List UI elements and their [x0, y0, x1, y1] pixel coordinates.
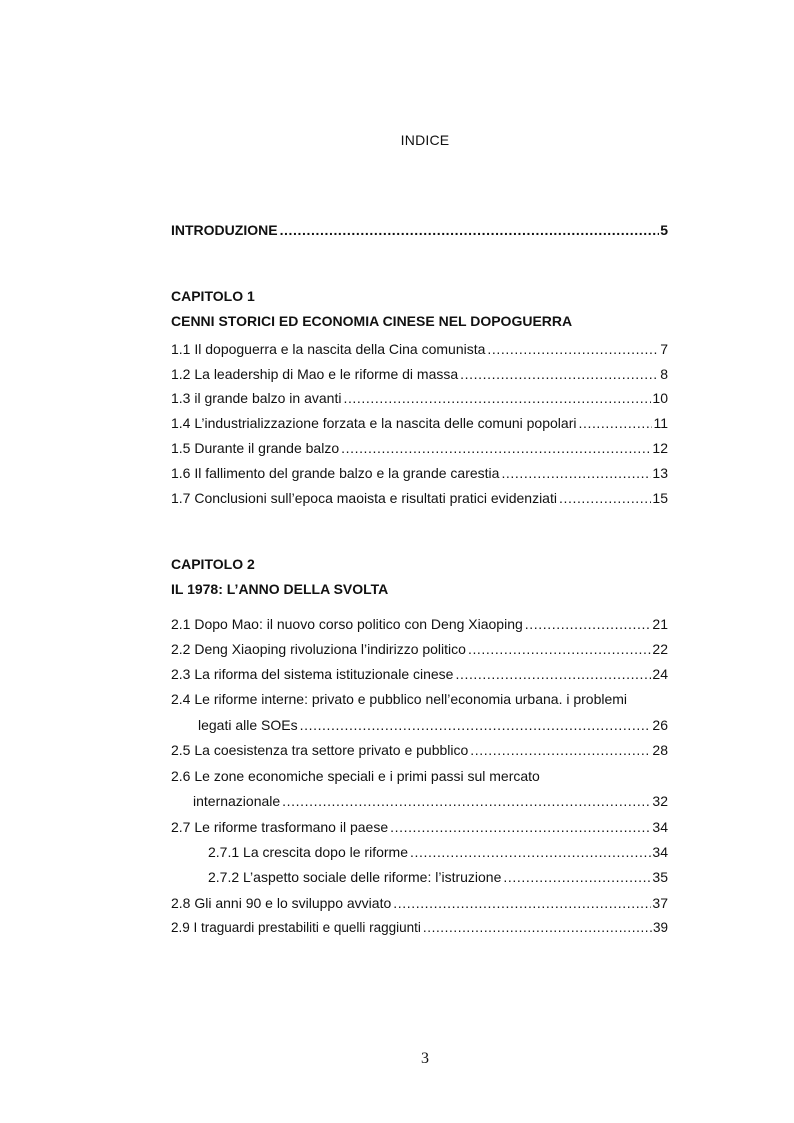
- toc-entry-label: INTRODUZIONE: [171, 222, 278, 238]
- toc-page-number: 22: [652, 641, 668, 657]
- toc-entry-2-9[interactable]: [171, 920, 668, 935]
- toc-page-number: 32: [652, 793, 668, 809]
- dot-leader: [470, 742, 651, 758]
- toc-entry-label: 1.3 il grande balzo in avanti: [171, 390, 342, 406]
- chapter-1-subtitle: CENNI STORICI ED ECONOMIA CINESE NEL DOPOGUERRA: [171, 313, 573, 329]
- toc-entry-continuation: internazionale: [193, 793, 281, 809]
- toc-entry-label: 2.2 Deng Xiaoping rivoluziona l’indirizzo politico: [171, 641, 466, 657]
- toc-page-number: 15: [652, 490, 668, 506]
- toc-entry-label: 2.3 La riforma del sistema istituzionale cinese: [171, 666, 454, 682]
- dot-leader: [559, 490, 651, 506]
- toc-entry-2-4[interactable]: [198, 717, 668, 733]
- dot-leader: [300, 717, 652, 733]
- chapter-2-heading: CAPITOLO 2: [171, 556, 255, 572]
- toc-page-number: 28: [652, 742, 668, 758]
- toc-entry-1-4[interactable]: [171, 415, 668, 431]
- toc-entry-label: 2.7.2 L’aspetto sociale delle riforme: l’istruzione: [208, 869, 502, 885]
- dot-leader: [423, 920, 652, 935]
- dot-leader: [282, 793, 651, 809]
- toc-entry-label: 1.6 Il fallimento del grande balzo e la grande carestia: [171, 465, 500, 481]
- dot-leader: [455, 666, 651, 682]
- dot-leader: [468, 641, 651, 657]
- page-title: INDICE: [400, 132, 450, 148]
- toc-entry-label: 2.8 Gli anni 90 e lo sviluppo avviato: [171, 895, 392, 911]
- toc-entry-2-7-1[interactable]: [208, 844, 668, 860]
- toc-entry-2-8[interactable]: [171, 895, 668, 911]
- toc-entry-1-6[interactable]: [171, 465, 668, 481]
- toc-entry-label: 1.7 Conclusioni sull’epoca maoista e risultati pratici evidenziati: [171, 490, 557, 506]
- toc-entry-1-5[interactable]: [171, 440, 668, 456]
- dot-leader: [393, 895, 651, 911]
- page-number: 3: [421, 1050, 429, 1067]
- toc-entry-label: 1.2 La leadership di Mao e le riforme di massa: [171, 366, 459, 382]
- toc-entry-2-2[interactable]: [171, 641, 668, 657]
- toc-entry-2-6-first-line[interactable]: 2.6 Le zone economiche speciali e i primi passi sul mercato: [171, 768, 540, 784]
- toc-entry-continuation: legati alle SOEs: [198, 717, 298, 733]
- toc-page-number: 37: [652, 895, 668, 911]
- toc-page-number: 5: [660, 222, 668, 238]
- dot-leader: [501, 465, 651, 481]
- toc-entry-1-1[interactable]: [171, 341, 668, 357]
- toc-entry-2-4-first-line[interactable]: 2.4 Le riforme interne: privato e pubblico nell’economia urbana. i problemi: [171, 691, 628, 707]
- toc-page-number: 12: [652, 440, 668, 456]
- toc-entry-label: 2.9 I traguardi prestabiliti e quelli raggiunti: [171, 920, 421, 935]
- toc-entry-2-1[interactable]: [171, 616, 668, 632]
- chapter-1-heading: CAPITOLO 1: [171, 288, 255, 304]
- toc-entry-2-5[interactable]: [171, 742, 668, 758]
- toc-page-number: 39: [652, 920, 668, 935]
- toc-entry-2-7-2[interactable]: [208, 869, 668, 885]
- toc-page-number: 8: [660, 366, 668, 382]
- toc-page-number: 26: [652, 717, 668, 733]
- toc-page-number: 10: [652, 390, 668, 406]
- toc-entry-label: 2.1 Dopo Mao: il nuovo corso politico con Deng Xiaoping: [171, 616, 523, 632]
- toc-entry-2-6[interactable]: [193, 793, 668, 809]
- dot-leader: [503, 869, 651, 885]
- dot-leader: [390, 819, 651, 835]
- toc-entry-label: 1.4 L’industrializzazione forzata e la nascita delle comuni popolari: [171, 415, 577, 431]
- dot-leader: [578, 415, 652, 431]
- dot-leader: [343, 390, 651, 406]
- toc-entry-introduction[interactable]: [171, 222, 668, 238]
- chapter-2-subtitle: IL 1978: L’ANNO DELLA SVOLTA: [171, 581, 389, 597]
- toc-entry-label: 2.5 La coesistenza tra settore privato e pubblico: [171, 742, 469, 758]
- toc-entry-1-7[interactable]: [171, 490, 668, 506]
- toc-entry-label: 2.7 Le riforme trasformano il paese: [171, 819, 389, 835]
- toc-page-number: 24: [652, 666, 668, 682]
- toc-entry-1-2[interactable]: [171, 366, 668, 382]
- toc-page-number: 34: [652, 844, 668, 860]
- toc-entry-label: 1.5 Durante il grande balzo: [171, 440, 340, 456]
- toc-page-number: 34: [652, 819, 668, 835]
- toc-entry-label: 1.1 Il dopoguerra e la nascita della Cina comunista: [171, 341, 486, 357]
- dot-leader: [341, 440, 651, 456]
- dot-leader: [460, 366, 659, 382]
- toc-page-number: 7: [660, 341, 668, 357]
- dot-leader: [487, 341, 659, 357]
- toc-entry-2-3[interactable]: [171, 666, 668, 682]
- dot-leader: [525, 616, 652, 632]
- dot-leader: [280, 222, 660, 238]
- toc-entry-1-3[interactable]: [171, 390, 668, 406]
- dot-leader: [410, 844, 651, 860]
- toc-page-number: 35: [652, 869, 668, 885]
- toc-page-number: 11: [653, 415, 668, 431]
- toc-page-number: 21: [652, 616, 668, 632]
- toc-entry-2-7[interactable]: [171, 819, 668, 835]
- toc-entry-label: 2.7.1 La crescita dopo le riforme: [208, 844, 408, 860]
- toc-page-number: 13: [652, 465, 668, 481]
